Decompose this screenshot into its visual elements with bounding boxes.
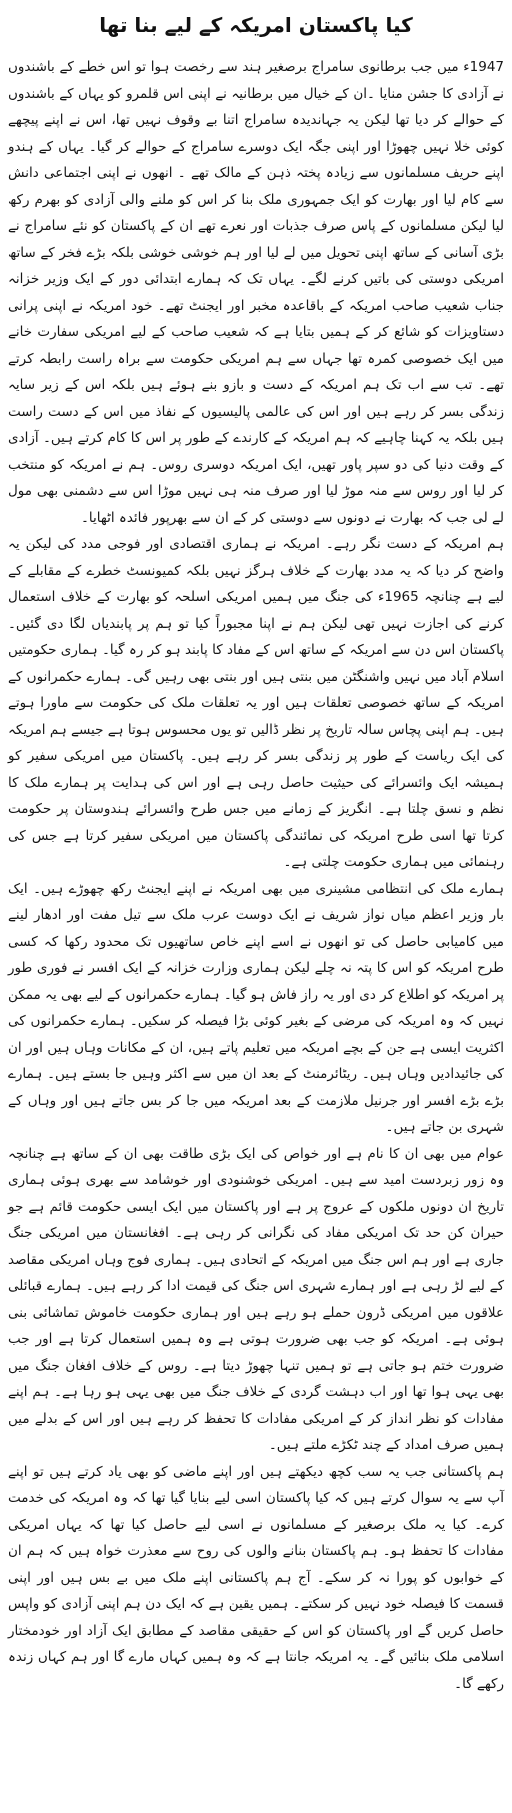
article-paragraph-5: ہم پاکستانی جب یہ سب کچھ دیکھتے ہیں اور اپنے ماضی کو بھی یاد کرتے ہیں تو اپنے آپ سے یہ سوال کرتے ہیں کہ کیا پاکستان اسی لیے بنایا گیا تھا کہ وہ امریکہ کی خدمت کرے۔ کیا یہ ملک برصغیر کے مسلمانوں نے اسی لیے حاصل کیا تھا کہ یہاں امریکی مفادات کا تحفظ ہو۔ ہم پاکستان بنانے والوں کی روح سے معذرت خواہ ہیں کہ ہم ان کے خوابوں کو پورا نہ کر سکے۔ آج ہم پاکستانی اپنے ملک میں بے بس ہیں اور اپنی قسمت کا فیصلہ خود نہیں کر سکتے۔ ہمیں یقین ہے کہ ایک دن ہم اپنی آزادی کو واپس حاصل کریں گے اور پاکستان کو اس کے حقیقی مقاصد کے مطابق ایک آزاد اور خودمختار اسلامی ملک بنائیں گے۔ یہ امریکہ جانتا ہے کہ وہ ہمیں کہاں مارے گا اور ہم کہاں زندہ رکھے گا۔ [8, 1463, 504, 1692]
article-paragraph-2: ہم امریکہ کے دست نگر رہے۔ امریکہ نے ہماری اقتصادی اور فوجی مدد کی لیکن یہ واضح کر دیا کہ یہ مدد بھارت کے خلاف ہرگز نہیں بلکہ کمیونسٹ خطرے کے مقابلے کے لیے ہے چنانچہ 1965ء کی جنگ میں ہمیں امریکی اسلحہ کو بھارت کے خلاف استعمال کرنے کی اجازت نہیں تھی لیکن ہم نے اپنا مجبوراً کیا تو ہم پر پابندیاں لگا دی گئیں۔ پاکستان اس دن سے امریکہ کے ساتھ اس کے مفاد کا پابند ہو کر رہ گیا۔ ہماری حکومتیں اسلام آباد میں نہیں واشنگٹن میں بنتی ہیں اور بنتی بھی رہیں گی۔ ہمارے حکمرانوں کے امریکہ کے ساتھ خصوصی تعلقات ہیں اور یہ تعلقات ملک کی حکومت سے ماورا ہوتے ہیں۔ ہم اپنی پچاس سالہ تاریخ پر نظر ڈالیں تو یوں محسوس ہوتا ہے جیسے ہم امریکہ کی ایک ریاست کے طور پر زندگی بسر کر رہے ہیں۔ پاکستان میں امریکی سفیر کو ہمیشہ ایک وائسرائے کی حیثیت حاصل رہی ہے اور اس کی ہدایت پر ہمارے ملک کا نظم و نسق چلتا ہے۔ انگریز کے زمانے میں جس طرح وائسرائے ہندوستان پر حکومت کرتا تھا اسی طرح امریکہ کی نمائندگی پاکستان میں امریکی سفیر کرتا ہے جس کی رہنمائی میں ہماری حکومت چلتی ہے۔ [8, 536, 504, 870]
article-paragraph-3: ہمارے ملک کی انتظامی مشینری میں بھی امریکہ نے اپنے ایجنٹ رکھ چھوڑے ہیں۔ ایک بار وزیر اعظم میاں نواز شریف نے ایک دوست عرب ملک سے تیل مفت اور ادھار لینے میں کامیابی حاصل کی تو انھوں نے اسے اپنے خاص ساتھیوں تک محدود رکھا کہ کسی طرح امریکہ کو اس کا پتہ نہ چلے لیکن ہماری وزارت خزانہ کے ایک افسر نے فوری طور پر امریکہ کو اطلاع کر دی اور یہ راز فاش ہو گیا۔ ہمارے حکمرانوں کے لیے بھی یہ ممکن نہیں کہ وہ امریکہ کی مرضی کے بغیر کوئی بڑا فیصلہ کر سکیں۔ ہمارے حکمرانوں کی اکثریت ایسی ہے جن کے بچے امریکہ میں تعلیم پاتے ہیں، ان کے مکانات وہاں ہیں اور ان کی جائیدادیں وہاں ہیں۔ ریٹائرمنٹ کے بعد ان میں سے اکثر وہیں جا بستے ہیں۔ ہمارے بڑے بڑے افسر اور جرنیل ملازمت کے بعد امریکہ میں جا کر بس جاتے ہیں اور وہاں کے شہری بن جاتے ہیں۔ [8, 880, 504, 1135]
article-paragraph-4: عوام میں بھی ان کا نام ہے اور خواص کی ایک بڑی طاقت بھی ان کے ساتھ ہے چنانچہ وہ زور زبردست امید سے ہیں۔ امریکی خوشنودی اور خوشامد سے بھری ہوئی ہماری تاریخ ان دونوں ملکوں کے عروج پر ہے اور پاکستان میں ایک ایسی حکومت قائم ہے جو حیران کن حد تک امریکی مفاد کی نگرانی کر رہی ہے۔ افغانستان میں امریکی جنگ جاری ہے اور ہم اس جنگ میں امریکہ کے اتحادی ہیں۔ ہماری فوج وہاں امریکی مقاصد کے لیے لڑ رہی ہے اور ہمارے شہری اس جنگ کی قیمت ادا کر رہے ہیں۔ ہمارے قبائلی علاقوں میں امریکی ڈرون حملے ہو رہے ہیں اور ہماری حکومت خاموش تماشائی بنی ہوئی ہے۔ امریکہ کو جب بھی ضرورت ہوتی ہے وہ ہمیں استعمال کرتا ہے اور جب ضرورت ختم ہو جاتی ہے تو ہمیں تنہا چھوڑ دیتا ہے۔ روس کے خلاف افغان جنگ میں بھی یہی ہوا تھا اور اب دہشت گردی کے خلاف جنگ میں بھی یہی ہو رہا ہے۔ ہم اپنے مفادات کو نظر انداز کر کے امریکی مفادات کا تحفظ کر رہے ہیں اور اس کے بدلے میں ہمیں صرف امداد کے چند ٹکڑے ملتے ہیں۔ [8, 1145, 504, 1453]
article-body [8, 54, 504, 1697]
article-paragraph-1: 1947ء میں جب برطانوی سامراج برصغیر ہند سے رخصت ہوا تو اس خطے کے باشندوں نے آزادی کا جشن منایا ۔ان کے خیال میں برطانیہ نے اپنی اس قلمرو کو یہاں کے باشندوں کے حوالے کر دیا تھا لیکن یہ جہاندیدہ سامراج اتنا بے وقوف نہیں تھا، اس نے اپنے پیچھے کوئی خلا نہیں چھوڑا اور اپنی جگہ ایک دوسرے سامراج کے حوالے کر گیا۔ یہاں کے ہندو اپنے حریف مسلمانوں سے زیادہ پختہ ذہن کے مالک تھے ۔ انھوں نے اپنی اجتماعی دانش سے کام لیا اور بھارت کو ایک جمہوری ملک بنا کر اس کو ملنے والی آزادی کو بھرم رکھ لیا لیکن مسلمانوں کے پاس صرف جذبات اور نعرے تھے ان کے پاکستان کو نئے سامراج نے بڑی آسانی کے ساتھ اپنی تحویل میں لے لیا اور ہم خوشی خوشی بلکہ بڑے فخر کے ساتھ امریکی دوستی کی باتیں کرنے لگے۔ یہاں تک کہ ہمارے ابتدائی دور کے ایک وزیر خزانہ جناب شعیب صاحب امریکہ کے باقاعدہ مخبر اور ایجنٹ تھے۔ خود امریکہ نے اپنی پرانی دستاویزات کو شائع کر کے ہمیں بتایا ہے کہ شعیب صاحب کے لیے امریکی سفارت خانے میں ایک خصوصی کمرہ تھا جہاں سے ہم امریکی حکومت سے براہ راست رابطہ کرتے تھے۔ تب سے اب تک ہم امریکہ کے دست و بازو بنے ہوئے ہیں بلکہ اس کے زیر سایہ زندگی بسر کر رہے ہیں اور اس کی عالمی پالیسیوں کے نفاذ میں اس کے دست راست ہیں بلکہ یہ کہنا چاہیے کہ ہم امریکہ کے کارندے کے طور پر اس کا کام کرتے ہیں۔ آزادی کے وقت دنیا کی دو سپر پاور تھیں، ایک امریکہ دوسری روس۔ ہم نے امریکہ کو منتخب کر لیا اور روس سے منہ موڑ لیا اور صرف منہ ہی نہیں موڑا اس سے دشمنی بھی مول لے لی جب کہ بھارت نے دونوں سے دوستی کر کے ان سے بھرپور فائدہ اٹھایا۔ [8, 59, 504, 526]
article-headline: کیا پاکستان امریکہ کے لیے بنا تھا [99, 13, 413, 37]
